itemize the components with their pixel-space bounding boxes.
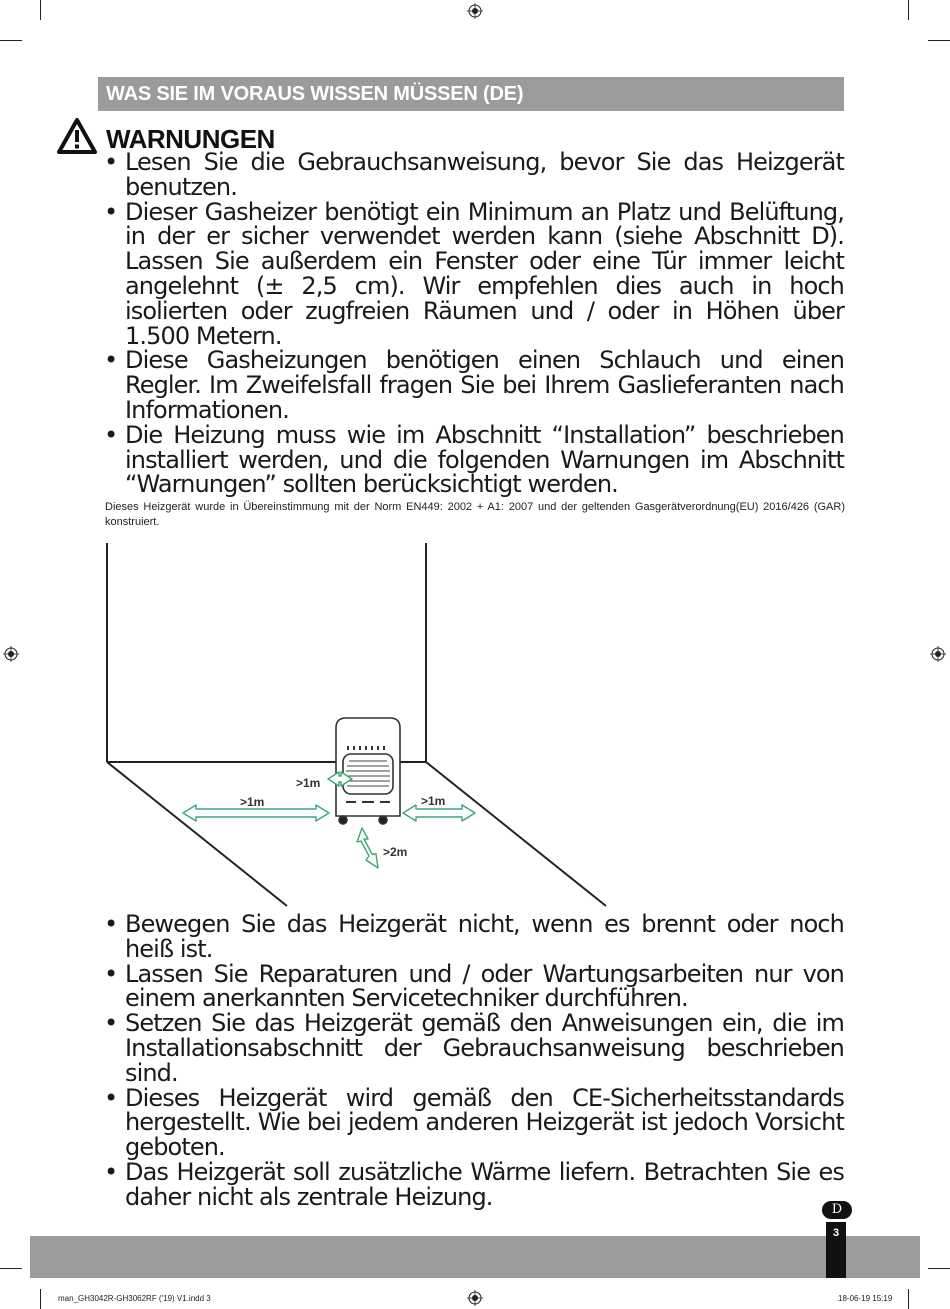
crop-mark xyxy=(40,1289,41,1309)
crop-mark xyxy=(40,0,41,20)
clearance-diagram xyxy=(0,540,950,910)
list-item: • Lesen Sie die Gebrauchsanweisung, bevor Sie das Heizgerät benutzen. xyxy=(104,150,844,200)
crop-mark xyxy=(928,1268,950,1269)
page-number: 3 xyxy=(826,1222,846,1278)
print-timestamp: 18-06-19 15:19 xyxy=(838,1294,893,1303)
standards-note: Dieses Heizgerät wurde in Übereinstimmung mit der Norm EN449: 2002 + A1: 2007 und der geltenden Gasgerätverordnung(EU) 2016/426 (GAR) konstruiert. xyxy=(105,501,845,528)
registration-mark-icon xyxy=(467,3,483,19)
warnings-heading: WARNUNGEN xyxy=(106,124,275,154)
clearance-label-left: >1m xyxy=(240,795,265,809)
registration-mark-icon xyxy=(467,1290,483,1306)
list-item: • Das Heizgerät soll zusätzliche Wärme liefern. Betrachten Sie es daher nicht als zentrale Heizung. xyxy=(104,1160,844,1210)
clearance-label-front: >2m xyxy=(383,845,408,859)
crop-mark xyxy=(928,40,950,41)
heater-icon xyxy=(336,718,400,824)
crop-mark xyxy=(0,40,22,41)
list-item: • Setzen Sie das Heizgerät gemäß den Anweisungen ein, die im Installationsabschnitt der Gebrauchsanweisung beschrieben sind. xyxy=(104,1011,844,1085)
crop-mark xyxy=(0,1268,22,1269)
list-item: • Die Heizung muss wie im Abschnitt “Installation” beschrieben installiert werden, und die folgenden Warnungen im Abschnitt “Warnungen” sollten berücksichtigt werden. xyxy=(104,423,844,497)
list-item: • Lassen Sie Reparaturen und / oder Wartungsarbeiten nur von einem anerkannten Servicetechniker durchführen. xyxy=(104,962,844,1012)
clearance-arrows xyxy=(183,772,475,868)
list-item: • Bewegen Sie das Heizgerät nicht, wenn es brennt oder noch heiß ist. xyxy=(104,912,844,962)
crop-mark xyxy=(908,0,909,20)
list-item: • Dieser Gasheizer benötigt ein Minimum an Platz und Belüftung, in der er sicher verwendet werden kann (siehe Abschnitt D). Lassen Sie außerdem ein Fenster oder eine Tür immer leicht angelehnt (± 2,5 cm). Wir empfehlen dies auch in hoch isolierten oder zugfreien Räumen und / oder in Höhen über 1.500 Metern. xyxy=(104,200,844,349)
file-slug: man_GH3042R-GH3062RF ('19) V1.indd 3 xyxy=(58,1294,211,1303)
warning-triangle-icon xyxy=(56,117,98,155)
more-warnings-list xyxy=(104,912,844,1210)
crop-mark xyxy=(908,1289,909,1309)
list-item: • Diese Gasheizungen benötigen einen Schlauch und einen Regler. Im Zweifelsfall fragen Sie bei Ihrem Gaslieferanten nach Informationen. xyxy=(104,348,844,422)
section-header: WAS SIE IM VORAUS WISSEN MÜSSEN (DE) xyxy=(98,77,844,111)
footer-bar xyxy=(30,1236,920,1278)
language-badge: D xyxy=(822,1201,852,1219)
list-item: • Dieses Heizgerät wird gemäß den CE-Sicherheitsstandards hergestellt. Wie bei jedem anderen Heizgerät ist jedoch Vorsicht geboten. xyxy=(104,1086,844,1160)
warnings-list xyxy=(104,150,844,497)
clearance-label-back: >1m xyxy=(296,776,321,790)
clearance-label-right: >1m xyxy=(421,794,446,808)
